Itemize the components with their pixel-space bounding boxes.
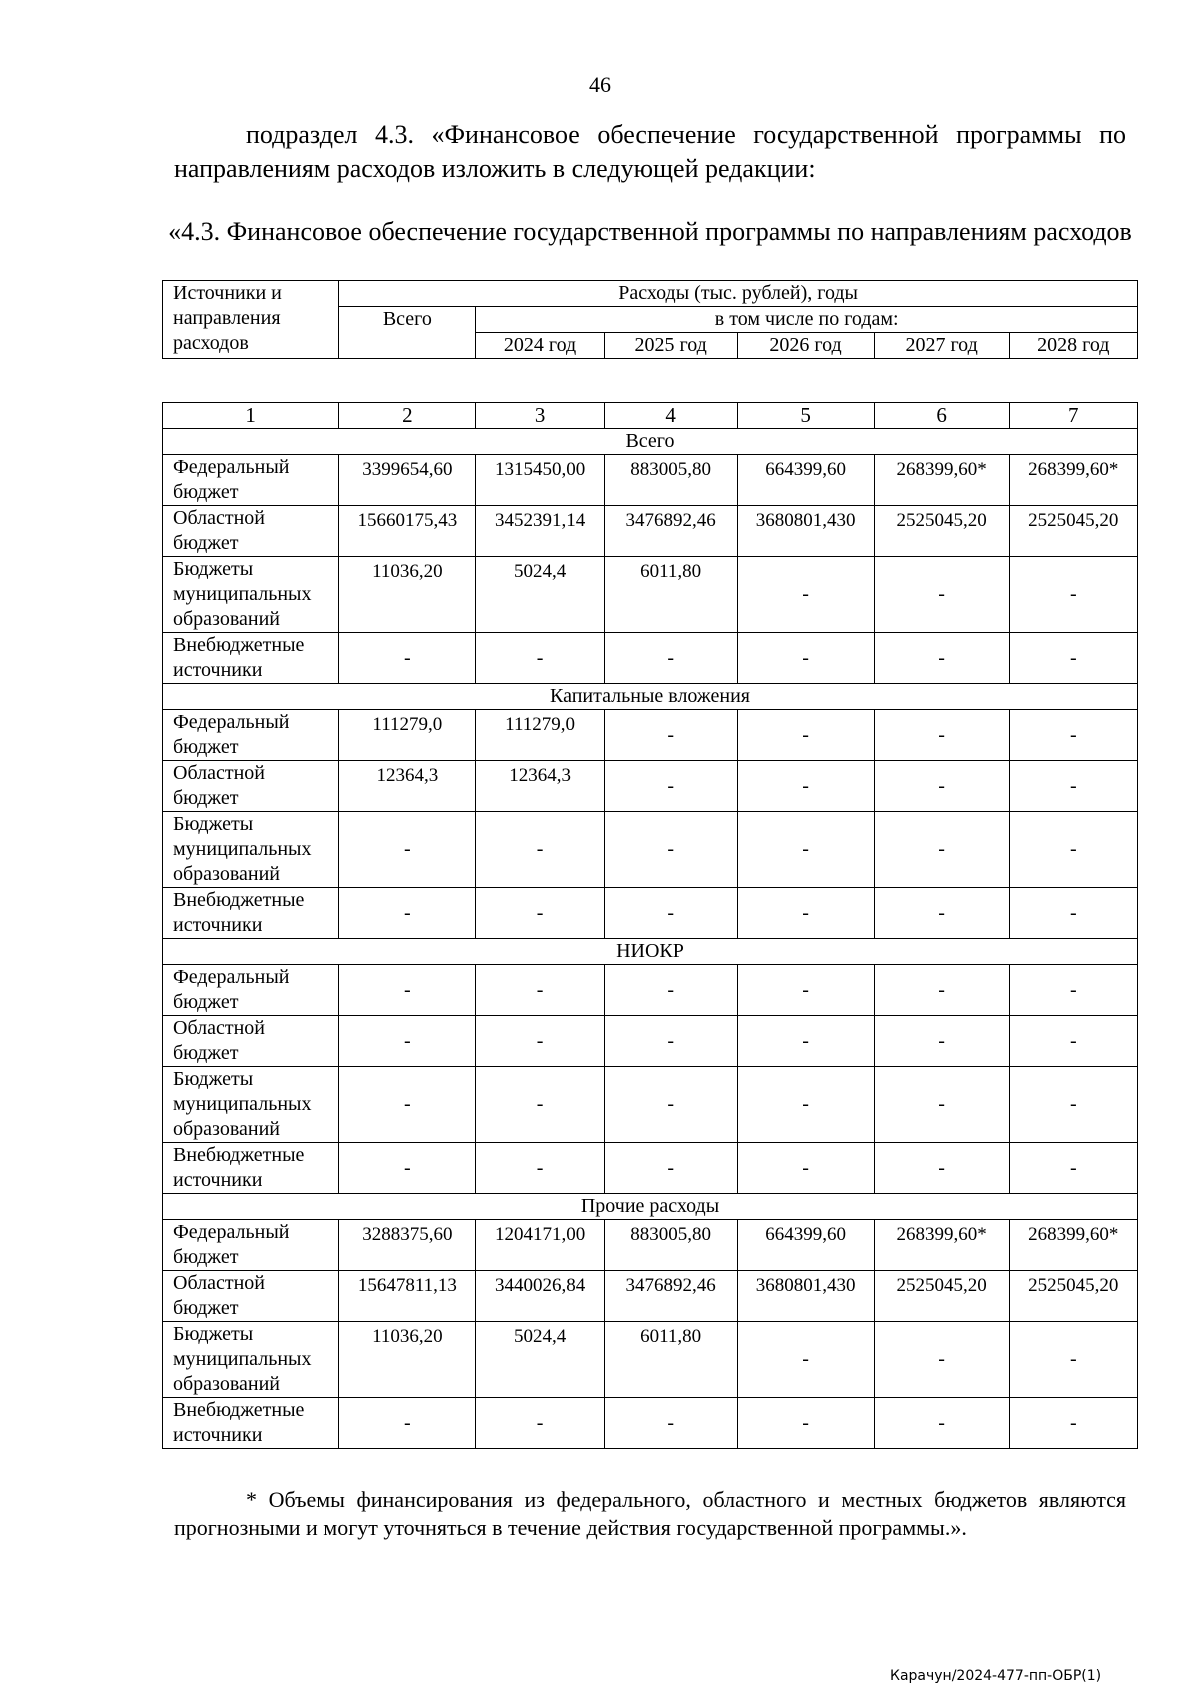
value-cell: 2525045,20 xyxy=(1009,1271,1137,1322)
value-cell: 12364,3 xyxy=(476,761,604,812)
table-row xyxy=(163,965,1138,1016)
value-cell: - xyxy=(1009,812,1137,888)
table-row xyxy=(163,1220,1138,1271)
intro-paragraph: подраздел 4.3. «Финансовое обеспечение государственной программы по направлениям расходов изложить в следующей редакции: xyxy=(174,120,1126,183)
value-cell: - xyxy=(1009,633,1137,684)
section-title: НИОКР xyxy=(163,939,1138,965)
source-name: Внебюджетные источники xyxy=(163,1398,339,1449)
value-cell: - xyxy=(1009,1016,1137,1067)
column-number: 1 xyxy=(163,403,339,429)
financing-table xyxy=(162,402,1138,1449)
header-by-years: в том числе по годам: xyxy=(476,307,1138,333)
value-cell: - xyxy=(339,1398,476,1449)
value-cell: 268399,60* xyxy=(874,455,1009,506)
value-cell: - xyxy=(476,1143,604,1194)
value-cell: - xyxy=(737,761,874,812)
header-year: 2027 год xyxy=(874,333,1009,359)
value-cell: 6011,80 xyxy=(604,557,737,633)
value-cell: - xyxy=(1009,710,1137,761)
value-cell: - xyxy=(1009,1067,1137,1143)
value-cell: - xyxy=(737,888,874,939)
column-number-row xyxy=(163,403,1138,429)
value-cell: 268399,60* xyxy=(1009,1220,1137,1271)
value-cell: 664399,60 xyxy=(737,455,874,506)
value-cell: - xyxy=(604,710,737,761)
value-cell: 268399,60* xyxy=(874,1220,1009,1271)
value-cell: - xyxy=(874,1143,1009,1194)
source-name: Бюджеты муниципальных образований xyxy=(163,812,339,888)
table-row xyxy=(163,557,1138,633)
value-cell: - xyxy=(339,965,476,1016)
value-cell: - xyxy=(874,1322,1009,1398)
header-year: 2024 год xyxy=(476,333,604,359)
value-cell: - xyxy=(737,1143,874,1194)
value-cell: - xyxy=(604,1067,737,1143)
value-cell: - xyxy=(604,1143,737,1194)
value-cell: 3476892,46 xyxy=(604,506,737,557)
value-cell: - xyxy=(339,633,476,684)
value-cell: - xyxy=(874,965,1009,1016)
table-row xyxy=(163,710,1138,761)
value-cell: - xyxy=(737,710,874,761)
header-total: Всего xyxy=(339,307,476,359)
value-cell: - xyxy=(737,1016,874,1067)
value-cell: - xyxy=(476,1067,604,1143)
table-row xyxy=(163,1067,1138,1143)
value-cell: - xyxy=(1009,1398,1137,1449)
value-cell: - xyxy=(604,888,737,939)
source-name: Бюджеты муниципальных образований xyxy=(163,1322,339,1398)
value-cell: - xyxy=(874,812,1009,888)
value-cell: - xyxy=(1009,557,1137,633)
document-code: Карачун/2024-477-пп-ОБР(1) xyxy=(890,1668,1102,1684)
value-cell: 5024,4 xyxy=(476,557,604,633)
value-cell: 883005,80 xyxy=(604,455,737,506)
table-row xyxy=(163,812,1138,888)
value-cell: 3452391,14 xyxy=(476,506,604,557)
column-number: 3 xyxy=(476,403,604,429)
value-cell: 3680801,430 xyxy=(737,1271,874,1322)
value-cell: 2525045,20 xyxy=(1009,506,1137,557)
footnote: * Объемы финансирования из федерального, областного и местных бюджетов являются прогнозными и могут уточняться в течение действия государственной программы.». xyxy=(174,1487,1126,1540)
value-cell: - xyxy=(604,1398,737,1449)
value-cell: 3440026,84 xyxy=(476,1271,604,1322)
value-cell: 3288375,60 xyxy=(339,1220,476,1271)
section-title: Прочие расходы xyxy=(163,1194,1138,1220)
value-cell: - xyxy=(476,965,604,1016)
source-name: Федеральный бюджет xyxy=(163,1220,339,1271)
value-cell: - xyxy=(874,1398,1009,1449)
source-name: Федеральный бюджет xyxy=(163,710,339,761)
value-cell: - xyxy=(737,1322,874,1398)
source-name: Областной бюджет xyxy=(163,761,339,812)
value-cell: - xyxy=(874,761,1009,812)
value-cell: 3399654,60 xyxy=(339,455,476,506)
value-cell: - xyxy=(1009,965,1137,1016)
value-cell: - xyxy=(874,633,1009,684)
header-sources: Источники и направления расходов xyxy=(163,281,339,359)
value-cell: 2525045,20 xyxy=(874,1271,1009,1322)
value-cell: - xyxy=(737,1398,874,1449)
value-cell: - xyxy=(1009,1143,1137,1194)
source-name: Областной бюджет xyxy=(163,506,339,557)
value-cell: - xyxy=(339,812,476,888)
column-number: 5 xyxy=(737,403,874,429)
value-cell: - xyxy=(1009,888,1137,939)
source-name: Федеральный бюджет xyxy=(163,455,339,506)
section-row xyxy=(163,1194,1138,1220)
value-cell: - xyxy=(737,633,874,684)
value-cell: 11036,20 xyxy=(339,557,476,633)
value-cell: 12364,3 xyxy=(339,761,476,812)
value-cell: - xyxy=(604,633,737,684)
value-cell: 1315450,00 xyxy=(476,455,604,506)
section-row xyxy=(163,429,1138,455)
value-cell: - xyxy=(604,1016,737,1067)
source-name: Бюджеты муниципальных образований xyxy=(163,557,339,633)
value-cell: 11036,20 xyxy=(339,1322,476,1398)
value-cell: 111279,0 xyxy=(339,710,476,761)
source-name: Областной бюджет xyxy=(163,1271,339,1322)
column-number: 4 xyxy=(604,403,737,429)
page-number: 46 xyxy=(589,72,611,97)
value-cell: 5024,4 xyxy=(476,1322,604,1398)
header-expenses: Расходы (тыс. рублей), годы xyxy=(339,281,1138,307)
value-cell: - xyxy=(339,888,476,939)
header-year: 2025 год xyxy=(604,333,737,359)
column-number: 7 xyxy=(1009,403,1137,429)
value-cell: 15660175,43 xyxy=(339,506,476,557)
table-row xyxy=(163,1143,1138,1194)
section-title: Всего xyxy=(163,429,1138,455)
value-cell: 2525045,20 xyxy=(874,506,1009,557)
header-year: 2026 год xyxy=(737,333,874,359)
value-cell: 883005,80 xyxy=(604,1220,737,1271)
value-cell: - xyxy=(874,1067,1009,1143)
source-name: Областной бюджет xyxy=(163,1016,339,1067)
value-cell: - xyxy=(737,557,874,633)
value-cell: - xyxy=(1009,761,1137,812)
table-row xyxy=(163,1322,1138,1398)
value-cell: - xyxy=(476,1398,604,1449)
value-cell: 1204171,00 xyxy=(476,1220,604,1271)
source-name: Бюджеты муниципальных образований xyxy=(163,1067,339,1143)
source-name: Федеральный бюджет xyxy=(163,965,339,1016)
value-cell: - xyxy=(1009,1322,1137,1398)
table-row xyxy=(163,455,1138,506)
table-row xyxy=(163,1271,1138,1322)
value-cell: - xyxy=(604,965,737,1016)
value-cell: 664399,60 xyxy=(737,1220,874,1271)
source-name: Внебюджетные источники xyxy=(163,633,339,684)
value-cell: 111279,0 xyxy=(476,710,604,761)
value-cell: - xyxy=(737,1067,874,1143)
column-number: 6 xyxy=(874,403,1009,429)
table-row xyxy=(163,506,1138,557)
value-cell: - xyxy=(339,1067,476,1143)
section-row xyxy=(163,684,1138,710)
value-cell: - xyxy=(874,1016,1009,1067)
value-cell: - xyxy=(874,710,1009,761)
table-title: «4.3. Финансовое обеспечение государственной программы по направлениям расходов xyxy=(168,217,1132,246)
value-cell: - xyxy=(476,1016,604,1067)
value-cell: - xyxy=(339,1143,476,1194)
value-cell: 3680801,430 xyxy=(737,506,874,557)
table-row xyxy=(163,633,1138,684)
section-title: Капитальные вложения xyxy=(163,684,1138,710)
value-cell: - xyxy=(737,812,874,888)
table-row xyxy=(163,1398,1138,1449)
source-name: Внебюджетные источники xyxy=(163,888,339,939)
table-row xyxy=(163,1016,1138,1067)
value-cell: - xyxy=(874,557,1009,633)
value-cell: - xyxy=(737,965,874,1016)
value-cell: - xyxy=(476,888,604,939)
value-cell: - xyxy=(339,1016,476,1067)
value-cell: - xyxy=(476,812,604,888)
table-row xyxy=(163,761,1138,812)
value-cell: - xyxy=(604,812,737,888)
value-cell: 268399,60* xyxy=(1009,455,1137,506)
section-row xyxy=(163,939,1138,965)
value-cell: - xyxy=(604,761,737,812)
table-row xyxy=(163,888,1138,939)
value-cell: 15647811,13 xyxy=(339,1271,476,1322)
value-cell: - xyxy=(874,888,1009,939)
header-table xyxy=(162,280,1138,359)
source-name: Внебюджетные источники xyxy=(163,1143,339,1194)
value-cell: - xyxy=(476,633,604,684)
column-number: 2 xyxy=(339,403,476,429)
value-cell: 3476892,46 xyxy=(604,1271,737,1322)
header-year: 2028 год xyxy=(1009,333,1137,359)
value-cell: 6011,80 xyxy=(604,1322,737,1398)
